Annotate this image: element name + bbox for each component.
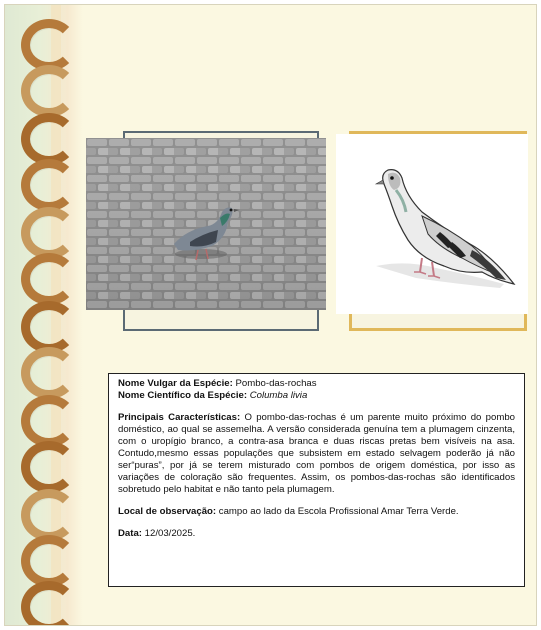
scientific-name-line <box>118 390 515 402</box>
binding-ring <box>21 113 77 165</box>
binding-ring <box>21 19 77 71</box>
common-name-value: Pombo-das-rochas <box>235 378 317 389</box>
characteristics-paragraph <box>118 412 515 496</box>
observation-value: campo ao lado da Escola Profissional Amar Terra Verde. <box>218 506 459 517</box>
common-name-line <box>118 378 515 390</box>
pigeon-illustration <box>336 134 528 314</box>
scientific-name-value: Columba livia <box>249 390 308 401</box>
binding-ring <box>21 489 77 541</box>
species-info-box <box>108 373 525 587</box>
binding-ring <box>21 441 77 493</box>
characteristics-text: O pombo-das-rochas é um parente muito próximo do pombo doméstico, ao qual se assemelha. A versão considerada genuína tem a plumagem cinzenta, com o uropígio branco, a contra-asa branca e duas riscas pretas bem visíveis na asa. Contudo,mesmo essas populações que subsistem em estado selvagem poderão já não ser“puras”, por já se terem misturado com pombos de origem doméstica, por isso as variações de coloração são frequentes. Assim, os pombos-das-rochas são identificados sobretudo pelo habitat e não tanto pela plumagem. <box>118 412 515 495</box>
spacer <box>118 518 515 528</box>
scientific-name-label: Nome Científico da Espécie: <box>118 390 248 401</box>
binding-ring <box>21 301 77 353</box>
binding-ring <box>21 581 77 626</box>
observation-line <box>118 506 515 518</box>
date-label: Data: <box>118 528 142 539</box>
binding-ring <box>21 207 77 259</box>
date-line <box>118 528 515 540</box>
binding-ring <box>21 65 77 117</box>
spacer <box>118 402 515 412</box>
binding-ring <box>21 253 77 305</box>
binding-ring <box>21 347 77 399</box>
binding-ring <box>21 159 77 211</box>
characteristics-label: Principais Características: <box>118 412 241 423</box>
binding-ring <box>21 395 77 447</box>
spacer <box>118 496 515 506</box>
common-name-label: Nome Vulgar da Espécie: <box>118 378 233 389</box>
binding-ring <box>21 535 77 587</box>
pigeon-photo <box>86 138 326 310</box>
binding-rings <box>15 19 77 619</box>
observation-label: Local de observação: <box>118 506 217 517</box>
date-value: 12/03/2025. <box>144 528 196 539</box>
